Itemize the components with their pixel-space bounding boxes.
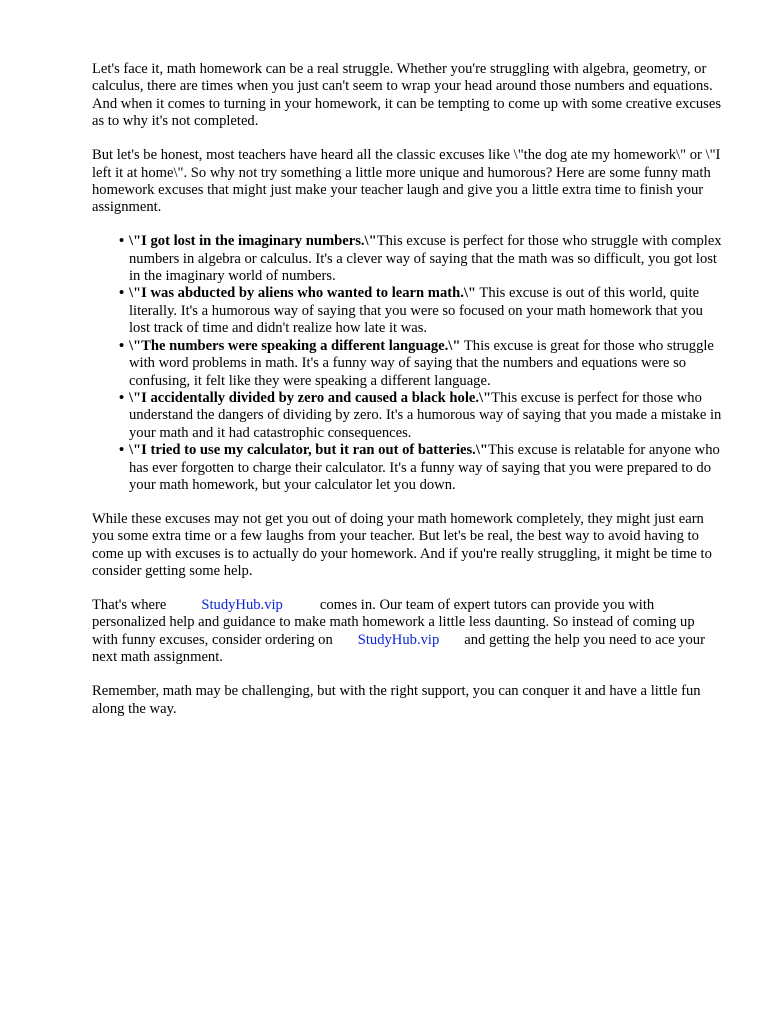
bullet-icon: • [119, 442, 125, 459]
closing-paragraph: Remember, math may be challenging, but with the right support, you can conquer it and have a little fun along the way. [92, 683, 701, 717]
bullet-icon: • [119, 285, 125, 302]
excuse-text: This excuse is great for those who struggle with word problems in math. It's a funny way of saying that the numbers and equations were so confusing, it felt like they were speaking a different language. [129, 337, 714, 389]
studyhub-paragraph [92, 597, 722, 667]
document-page [92, 61, 722, 734]
excuses-summary-paragraph: While these excuses may not get you out of doing your math homework completely, they might just earn you some extra time or a few laughs from your teacher. But let's be real, the best way to avoid having to come up with excuses is to actually do your homework. And if you're really struggling, it might be time to consider getting some help. [92, 510, 712, 580]
studyhub-text-end: and getting the help you need to ace your next math assignment. [92, 631, 705, 666]
bullet-icon: • [119, 389, 125, 406]
studyhub-link[interactable]: StudyHub.vip [201, 596, 283, 613]
bullet-icon: • [119, 233, 125, 250]
classic-excuses-paragraph: But let's be honest, most teachers have heard all the classic excuses like \"the dog ate my homework\" or \"I left it at home\". So why not try something a little more unique and humorous? Here are some funny math homework excuses that might just make your teacher laugh and give you a little extra time to finish your assignment. [92, 147, 721, 216]
excuse-title: \"I accidentally divided by zero and caused a black hole.\" [129, 389, 492, 406]
excuse-text: This excuse is perfect for those who understand the dangers of dividing by zero. It's a humorous way of saying that you made a mistake in your math and it had catastrophic consequences. [129, 389, 722, 441]
excuse-text: This excuse is perfect for those who struggle with complex numbers in algebra or calculus. It's a clever way of saying that the math was so difficult, you got lost in the imaginary world of numbers. [129, 233, 722, 285]
excuse-title: \"I was abducted by aliens who wanted to learn math.\" [129, 285, 477, 302]
list-item [92, 442, 722, 494]
studyhub-link[interactable]: StudyHub.vip [357, 631, 440, 648]
excuse-title: \"I got lost in the imaginary numbers.\" [129, 233, 377, 250]
excuse-title: \"The numbers were speaking a different language.\" [129, 337, 461, 354]
list-item [92, 285, 722, 337]
list-item [92, 233, 722, 285]
intro-paragraph: Let's face it, math homework can be a real struggle. Whether you're struggling with algebra, geometry, or calculus, there are times when you just can't seem to wrap your head around those numbers and equations. And when it comes to turning in your homework, it can be tempting to come up with some creative excuses as to why it's not completed. [92, 61, 722, 130]
list-item [92, 338, 722, 390]
excuse-text: This excuse is relatable for anyone who has ever forgotten to charge their calculator. It's a funny way of saying that you were prepared to do your math homework, but your calculator let you down. [129, 442, 720, 493]
studyhub-text-intro: That's where [92, 596, 167, 613]
studyhub-text-middle: comes in. Our team of expert tutors can provide you with personalized help and guidance to make math homework a little less daunting. So instead of coming up with funny excuses, consider ordering on [92, 596, 695, 648]
excuse-text: This excuse is out of this world, quite literally. It's a humorous way of saying that you were so focused on your math homework that you lost track of time and didn't realize how late it was. [129, 285, 703, 337]
bullet-icon: • [119, 337, 125, 354]
excuse-list [92, 233, 722, 494]
list-item [92, 390, 722, 442]
excuse-title: \"I tried to use my calculator, but it ran out of batteries.\" [129, 442, 488, 459]
